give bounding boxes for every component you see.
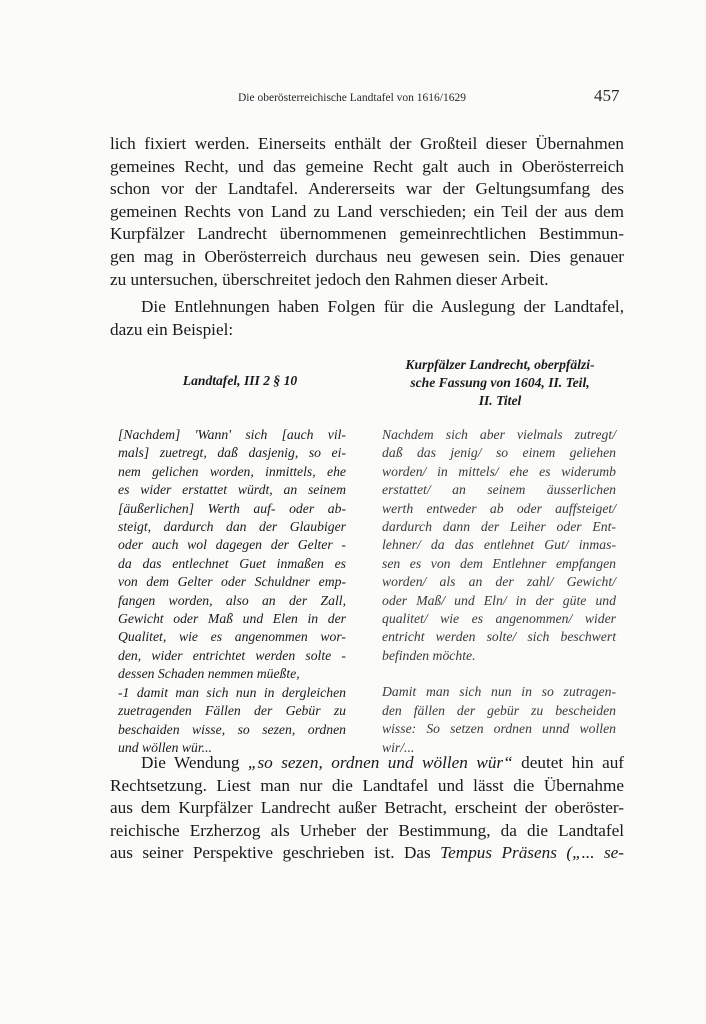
left-column-heading: Landtafel, III 2 § 10 xyxy=(182,373,298,388)
heading-line: Kurpfälzer Landrecht, oberpfälzi- xyxy=(405,357,595,372)
text-line: zu untersuchen, überschreitet jedoch den Rahmen dieser Arbeit. xyxy=(110,269,549,289)
text-line: gemeines Recht, und das gemeine Recht galt auch in Oberösterreich xyxy=(110,156,624,176)
heading-line: sche Fassung von 1604, II. Teil, xyxy=(410,375,590,390)
quote-line: den fällen der gebür zu bescheiden xyxy=(382,702,616,718)
quote-line: worden/ als an der zahl/ Gewicht/ xyxy=(382,574,616,590)
quote-line: da das entlechnet Guet inmaßen es xyxy=(118,555,346,571)
quote-line: oder Maß/ und Eln/ in der güte und xyxy=(382,592,616,608)
text-line: schon vor der Landtafel. Andererseits war der Geltungsumfang des xyxy=(110,179,624,199)
heading-line: II. Titel xyxy=(478,393,522,408)
paragraph-1 xyxy=(110,133,624,291)
quote-line: sen es von dem Entlehner empfangen xyxy=(382,555,616,571)
quote-line: wir/... xyxy=(382,739,415,755)
quote-line: dessen Schaden nemmen müeßte, xyxy=(118,666,300,682)
text-line xyxy=(110,752,624,775)
quote-line: Nachdem sich aber vielmals zutregt/ xyxy=(382,427,616,442)
quote-line: fangen worden, also an der Zall, xyxy=(118,592,346,608)
quote-line: -1 damit man sich nun in dergleichen xyxy=(118,684,346,700)
quote-line: qualitet/ wie es angenommen/ wider xyxy=(382,611,616,627)
quote-line: Gewicht oder Maß und Elen in der xyxy=(118,611,346,627)
right-column-text xyxy=(382,426,616,757)
right-column-heading xyxy=(380,356,620,410)
text-line: Kurpfälzer Landrecht übernommenen gemeinrechtlichen Bestimmun- xyxy=(110,224,624,244)
text-line: gemeinen Rechts von Land zu Land verschieden; ein Teil der aus dem xyxy=(110,201,624,221)
quote-line: werth entweder ab oder auffsteiget/ xyxy=(382,500,616,516)
quote-line: daß das jenig/ so einem geliehen xyxy=(382,445,616,461)
running-header: Die oberösterreichische Landtafel von 1616/1629 xyxy=(238,92,467,104)
emphasized-term: Tempus Präsens („... se- xyxy=(440,843,625,863)
text-line: Die Entlehnungen haben Folgen für die Auslegung der Landtafel, xyxy=(141,297,624,316)
text-line: reichische Erzherzog als Urheber der Bestimmung, da die Landtafel xyxy=(110,820,624,840)
quote-line: lehner/ da das entlehnet Gut/ inmas- xyxy=(382,537,616,553)
paragraph-3 xyxy=(110,752,624,865)
left-column-text xyxy=(118,426,346,757)
paragraph-2 xyxy=(110,296,624,341)
text-run: deutet hin auf xyxy=(512,753,625,772)
quote-line: [Nachdem] 'Wann' sich [auch vil- xyxy=(118,427,346,442)
quote-line: mals] zuetregt, daß dasjenig, so ei- xyxy=(118,445,346,461)
text-line: aus dem Kurpfälzer Landrecht außer Betracht, erscheint der oberöster- xyxy=(110,798,624,818)
quote-line: wisse: So setzen ordnen unnd wollen xyxy=(382,721,616,737)
quote-line: erstattet/ an seinem äusserlichen xyxy=(382,482,616,498)
block-gap xyxy=(382,665,616,683)
text-line: gen mag in Oberösterreich durchaus neu gewesen sein. Dies genauer xyxy=(110,246,624,266)
quote-line: Qualitet, wie es angenommen wor- xyxy=(118,629,346,645)
text-run: aus seiner Perspektive geschrieben ist. Das xyxy=(110,843,441,863)
quote-line: und wöllen wür... xyxy=(118,739,212,755)
quote-line: Damit man sich nun in so zutragen- xyxy=(382,684,616,700)
quote-line: befinden möchte. xyxy=(382,647,476,663)
quote-line: von dem Gelter oder Schuldner emp- xyxy=(118,574,346,590)
emphasized-quote: „so sezen, ordnen und wöllen wür“ xyxy=(247,753,513,772)
quote-line: [äußerlichen] Werth auf- oder ab- xyxy=(118,500,346,516)
text-line xyxy=(110,842,624,865)
quote-line: es wider erstattet würdt, an seinem xyxy=(118,482,346,498)
text-line: dazu ein Beispiel: xyxy=(110,319,234,339)
text-run: Die Wendung xyxy=(141,753,248,772)
quote-line: oder auch wol dagegen der Gelter - xyxy=(118,537,346,553)
text-line: Rechtsetzung. Liest man nur die Landtafel und lässt die Übernahme xyxy=(110,775,624,795)
quote-line: den, wider entrichtet werden solte - xyxy=(118,647,346,663)
quote-line: worden/ in mittels/ ehe es widerumb xyxy=(382,463,616,479)
page-number: 457 xyxy=(594,86,620,105)
text-line: lich fixiert werden. Einerseits enthält der Großteil dieser Übernahmen xyxy=(110,134,624,153)
quote-line: dardurch dann der Leiher oder Ent- xyxy=(382,519,616,535)
quote-line: entricht werden solte/ sich beschwert xyxy=(382,629,616,645)
quote-line: zuetragenden Fällen der Gebür zu xyxy=(118,703,346,719)
quote-line: beschaiden wisse, so sezen, ordnen xyxy=(118,721,346,737)
quote-line: nem gelichen worden, inmittels, ehe xyxy=(118,463,346,479)
quote-line: steigt, dardurch dan der Glaubiger xyxy=(118,519,346,535)
